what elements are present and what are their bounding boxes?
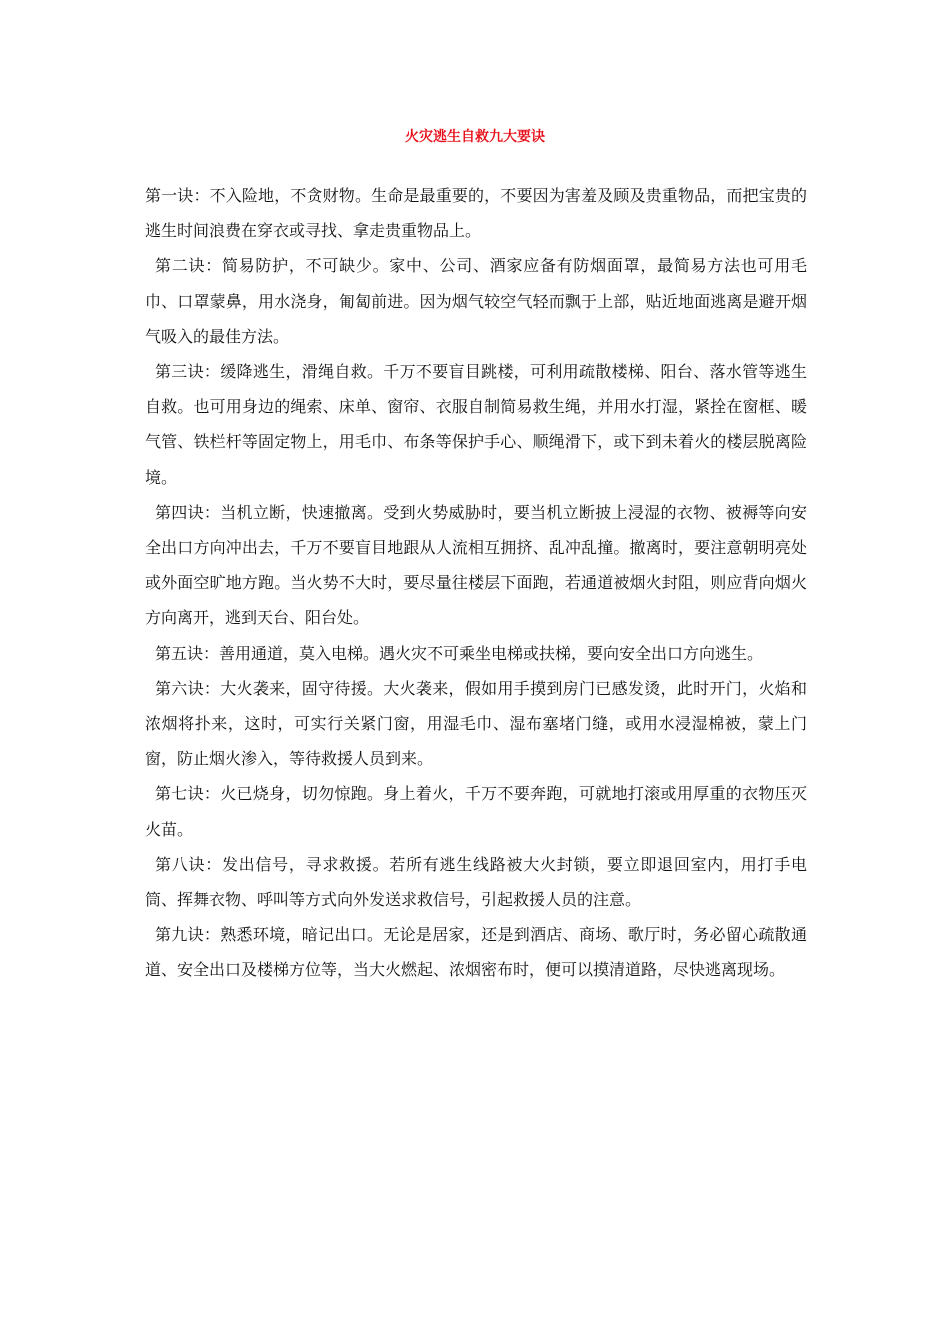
paragraph-1: 第一诀：不入险地，不贪财物。生命是最重要的，不要因为害羞及顾及贵重物品，而把宝贵的逃生时间浪费在穿衣或寻找、拿走贵重物品上。 <box>145 186 807 241</box>
paragraph-8: 第八诀：发出信号，寻求救援。若所有逃生线路被大火封锁，要立即退回室内，用打手电筒、挥舞衣物、呼叫等方式向外发送求救信号，引起救援人员的注意。 <box>145 854 807 910</box>
paragraph-7: 第七诀：火已烧身，切勿惊跑。身上着火，千万不要奔跑，可就地打滚或用厚重的衣物压灭火苗。 <box>145 784 807 839</box>
paragraph-6: 第六诀：大火袭来，固守待援。大火袭来，假如用手摸到房门已感发烫，此时开门，火焰和浓烟将扑来，这时，可实行关紧门窗，用湿毛巾、湿布塞堵门缝，或用水浸湿棉被，蒙上门窗，防止烟火渗入，等待救援人员到来。 <box>145 678 807 769</box>
paragraph-3: 第三诀：缓降逃生，滑绳自救。千万不要盲目跳楼，可利用疏散楼梯、阳台、落水管等逃生自救。也可用身边的绳索、床单、窗帘、衣服自制简易救生绳，并用水打湿，紧拴在窗框、暖气管、铁栏杆等固定物上，用毛巾、布条等保护手心、顺绳滑下，或下到未着火的楼层脱离险境。 <box>145 362 807 487</box>
document-title: 火灾逃生自救九大要诀 <box>405 129 545 145</box>
document-body <box>145 178 807 988</box>
paragraph-4: 第四诀：当机立断，快速撤离。受到火势威胁时，要当机立断披上浸湿的衣物、被褥等向安全出口方向冲出去，千万不要盲目地跟从人流相互拥挤、乱冲乱撞。撤离时，要注意朝明亮处或外面空旷地方跑。当火势不大时，要尽量往楼层下面跑，若通道被烟火封阻，则应背向烟火方向离开，逃到天台、阳台处。 <box>145 502 807 628</box>
paragraph-5: 第五诀：善用通道，莫入电梯。遇火灾不可乘坐电梯或扶梯，要向安全出口方向逃生。 <box>155 643 764 663</box>
paragraph-9: 第九诀：熟悉环境，暗记出口。无论是居家，还是到酒店、商场、歌厅时，务必留心疏散通道、安全出口及楼梯方位等，当大火燃起、浓烟密布时，便可以摸清道路，尽快逃离现场。 <box>145 925 807 980</box>
paragraph-2: 第二诀：简易防护，不可缺少。家中、公司、酒家应备有防烟面罩，最简易方法也可用毛巾、口罩蒙鼻，用水浇身，匍匐前进。因为烟气较空气轻而飘于上部，贴近地面逃离是避开烟气吸入的最佳方法。 <box>145 256 807 346</box>
